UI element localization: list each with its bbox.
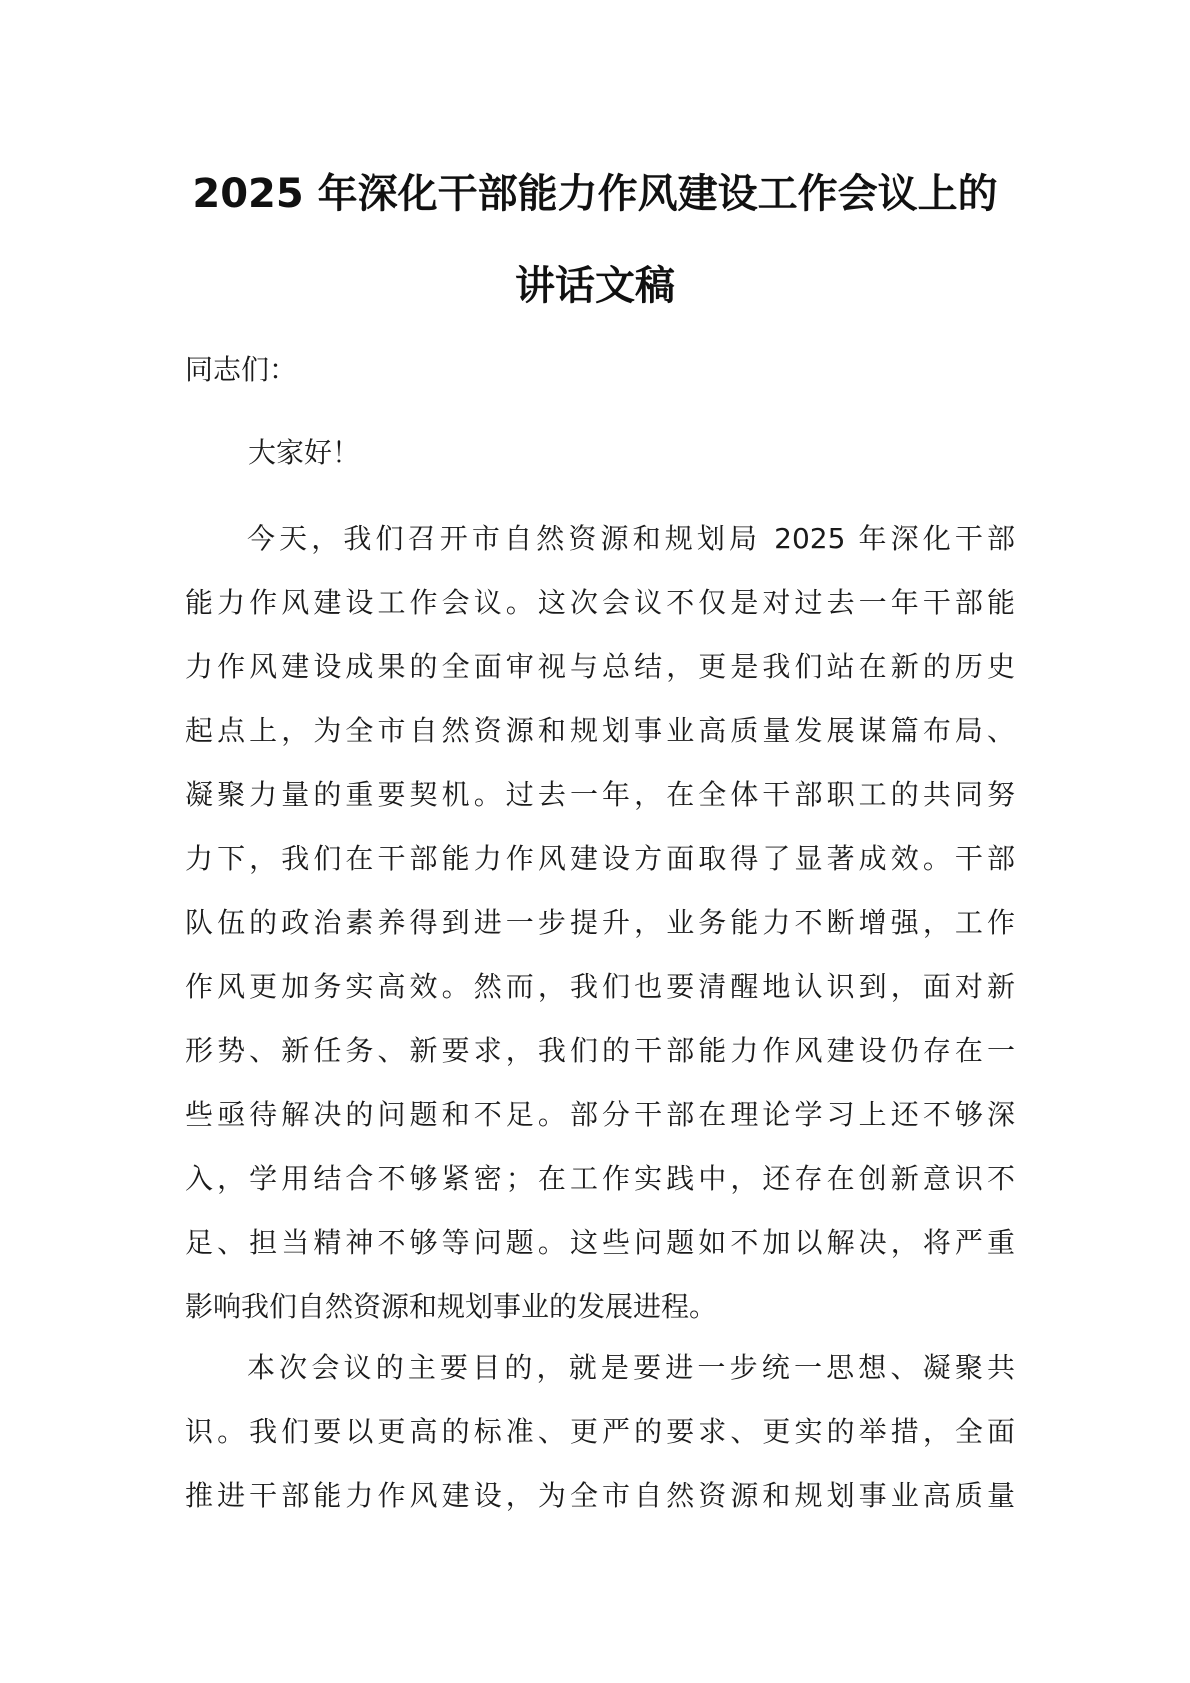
paragraph-line: 起点上，为全市自然资源和规划事业高质量发展谋篇布局、 [185,714,1015,747]
paragraph-line: 力作风建设成果的全面审视与总结，更是我们站在新的历史 [185,650,1015,683]
salutation: 同志们： [185,353,298,386]
paragraph-line: 些亟待解决的问题和不足。部分干部在理论学习上还不够深 [185,1098,1015,1131]
paragraph-line: 影响我们自然资源和规划事业的发展进程。 [185,1290,718,1323]
paragraph-line: 识。我们要以更高的标准、更严的要求、更实的举措，全面 [185,1415,1015,1448]
document-title-line-1: 2025 年深化干部能力作风建设工作会议上的 [192,171,998,217]
paragraph-line: 凝聚力量的重要契机。过去一年，在全体干部职工的共同努 [185,778,1015,811]
paragraph-line: 入，学用结合不够紧密；在工作实践中，还存在创新意识不 [185,1162,1015,1195]
paragraph-line: 推进干部能力作风建设，为全市自然资源和规划事业高质量 [185,1479,1015,1512]
paragraph-line: 队伍的政治素养得到进一步提升，业务能力不断增强，工作 [185,906,1015,939]
paragraph-2 [185,1336,1015,1528]
paragraph-line: 形势、新任务、新要求，我们的干部能力作风建设仍存在一 [185,1034,1015,1067]
paragraph-line: 力下，我们在干部能力作风建设方面取得了显著成效。干部 [185,842,1015,875]
paragraph-line: 本次会议的主要目的，就是要进一步统一思想、凝聚共 [247,1351,1015,1384]
document-title-line-2: 讲话文稿 [515,263,675,309]
greeting: 大家好！ [248,436,361,469]
paragraph-line: 足、担当精神不够等问题。这些问题如不加以解决，将严重 [185,1226,1015,1259]
paragraph-line: 作风更加务实高效。然而，我们也要清醒地认识到，面对新 [185,970,1015,1003]
paragraph-line: 今天，我们召开市自然资源和规划局 2025 年深化干部 [247,522,1015,555]
paragraph-1 [185,507,1015,1339]
paragraph-line: 能力作风建设工作会议。这次会议不仅是对过去一年干部能 [185,586,1015,619]
